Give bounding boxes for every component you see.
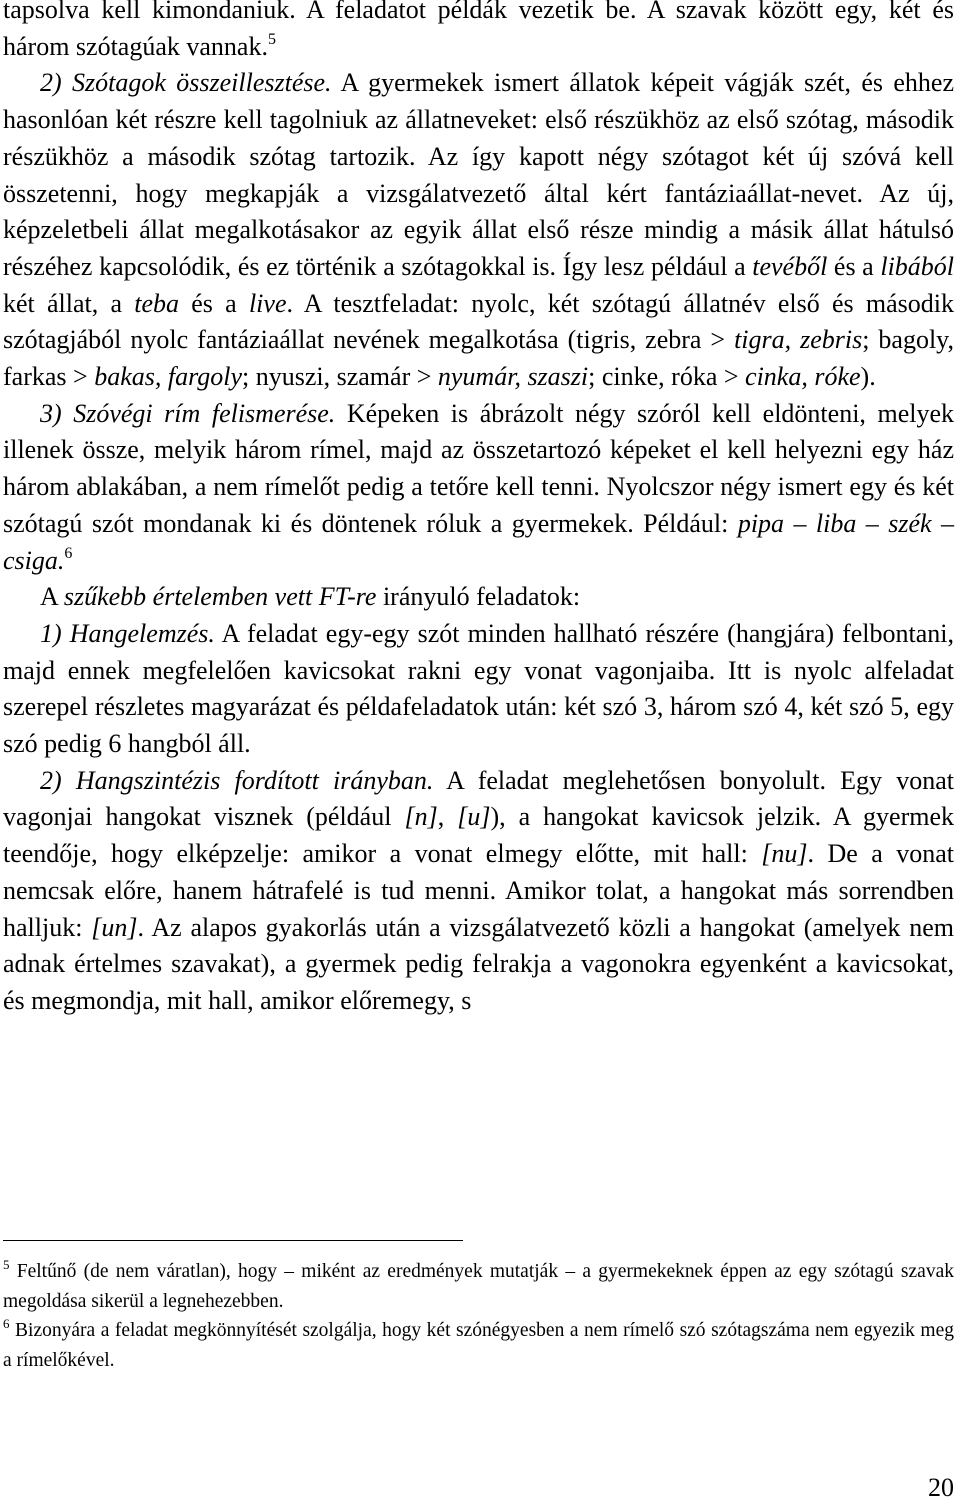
footnote-ref: 5 xyxy=(267,30,276,48)
footnote-number: 5 xyxy=(3,1257,10,1272)
footnote-number: 6 xyxy=(3,1316,10,1331)
footnote: $^5$ Feltűnő (de nem váratlan), hogy – miként az eredmények mutatják – a gyermekeknek éppen az egy szótagú szavak megoldása sikerül a legnehezebben. xyxy=(3,1257,954,1312)
paragraph: 1) Hangelemzés. A feladat egy-egy szót minden hallható részére (hangjára) felbontani, majd ennek megfelelően kavicsokat rakni egy vonat vagonjaiba. Itt is nyolc alfeladat szerepel részletes magyarázat és példafeladatok után: két szó 3, három szó 4, két szó 5, egy szó pedig 6 hangból áll. xyxy=(3,618,954,759)
paragraph: tapsolva kell kimondaniuk. A feladatot példák vezetik be. A szavak között egy, két és három szótagúak vannak.$^5$ xyxy=(3,0,954,61)
footnote-ref: 6 xyxy=(64,544,73,562)
footnote-separator xyxy=(3,1240,463,1241)
footnotes xyxy=(3,1257,954,1375)
body-text xyxy=(3,0,954,1020)
paragraph: A szűkebb értelemben vett FT-re irányuló feladatok: xyxy=(40,582,581,612)
section-label: 3) Szóvégi rím felismerése. xyxy=(40,398,336,428)
paragraph: 2) Hangszintézis fordított irányban. A feladat meglehetősen bonyolult. Egy vonat vagonjai hangokat visznek (például [n], [u]), a hangokat kavicsok jelzik. A gyermek teendője, hogy elképzelje: amikor a vonat elmegy előtte, mit hall: [nu]. De a vonat nemcsak előre, hanem hátrafelé is tud menni. Amikor tolat, a hangokat más sorrendben halljuk: [un]. Az alapos gyakorlás után a vizsgálatvezető közli a hangokat (amelyek nem adnak értelmes szavakat), a gyermek pedig felrakja a vagonokra egyenként a kavicsokat, és megmondja, mit hall, amikor előremegy, s xyxy=(3,765,955,1015)
paragraph: 2) Szótagok összeillesztése. A gyermekek ismert állatok képeit vágják szét, és ehhez hasonlóan két részre kell tagolniuk az állatneveket: első részükhöz az első szótag, második részükhöz a második szótag tartozik. Az így kapott négy szótagot két új szóvá kell összetenni, hogy megkapják a vizsgálatvezető által kért fantáziaállat-nevet. Az új, képzeletbeli állat megalkotásakor az egyik állat első része mindig a másik állat hátulsó részéhez kapcsolódik, és ez történik a szótagokkal is. Így lesz például a tevéből és a libából két állat, a teba és a live. A tesztfeladat: nyolc, két szótagú állatnév első és második szótagjából nyolc fantáziaállat nevének megalkotása (tigris, zebra > tigra, zebris; bagoly, farkas > bakas, fargoly; nyuszi, szamár > nyumár, szaszi; cinke, róka > cinka, róke). xyxy=(3,68,955,392)
section-label: 1) Hangelemzés. xyxy=(40,618,215,648)
section-label: 2) Szótagok összeillesztése. xyxy=(40,68,332,98)
page-number: 20 xyxy=(928,1473,954,1502)
section-label: 2) Hangszintézis fordított irányban. xyxy=(40,765,434,795)
footnote: $^6$ Bizonyára a feladat megkönnyítését szolgálja, hogy két szónégyesben a nem rímelő szó szótagszáma nem egyezik meg a rímelőkével. xyxy=(3,1316,954,1371)
paragraph: 3) Szóvégi rím felismerése. Képeken is ábrázolt négy szóról kell eldönteni, melyek illenek össze, melyik három rímel, majd az összetartozó képeket el kell helyezni egy ház három ablakában, a nem rímelőt pedig a tetőre kell tenni. Nyolcszor négy ismert egy és két szótagú szót mondanak ki és döntenek róluk a gyermekek. Például: pipa – liba – szék – csiga.$^6$ xyxy=(3,398,954,575)
